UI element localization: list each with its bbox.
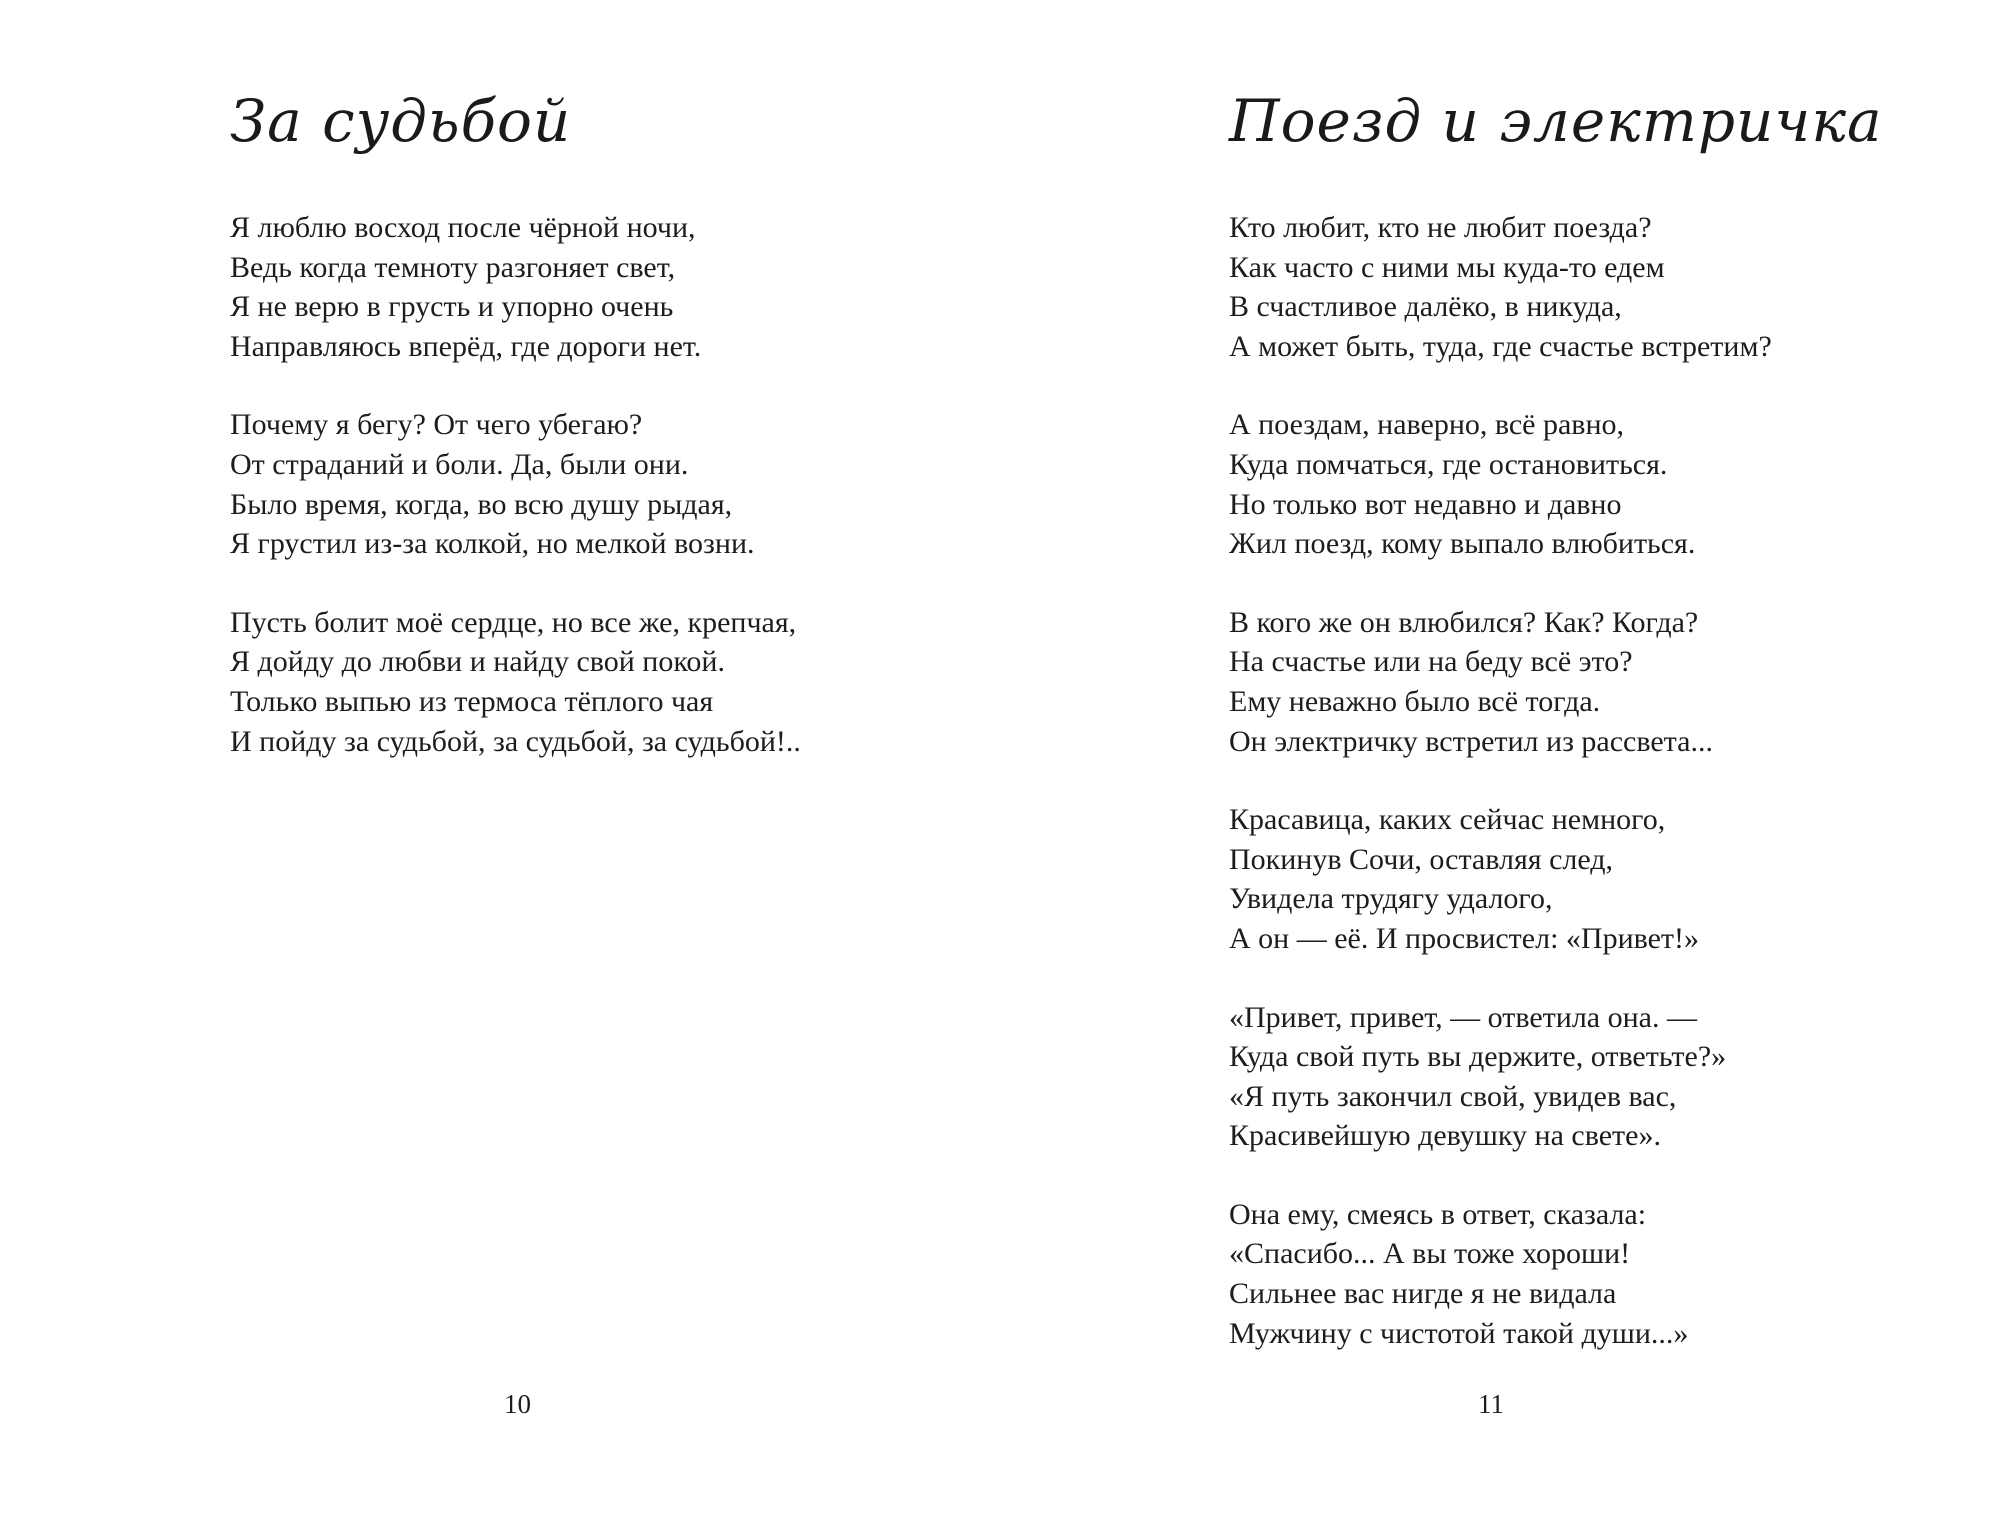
poem-line: А может быть, туда, где счастье встретим?: [1229, 329, 1772, 363]
stanza: [1229, 405, 1772, 563]
poem-line: Но только вот недавно и давно: [1229, 487, 1622, 521]
poem-line: Направляюсь вперёд, где дороги нет.: [230, 329, 702, 363]
stanza: [230, 208, 801, 366]
poem-line: В счастливое далёко, в никуда,: [1229, 290, 1622, 324]
poem-line: А поездам, наверно, всё равно,: [1229, 408, 1625, 442]
poem-line: Было время, когда, во всю душу рыдая,: [230, 487, 733, 521]
poem-line: Кто любит, кто не любит поезда?: [1229, 211, 1652, 244]
page-number: 11: [1478, 1389, 1504, 1419]
stanza: [230, 405, 801, 563]
poem-line: Ему неважно было всё тогда.: [1229, 684, 1601, 718]
poem-line: От страданий и боли. Да, были они.: [230, 447, 689, 481]
right-page: [1000, 0, 2000, 1515]
poem-line: «Спасибо... А вы тоже хороши!: [1229, 1237, 1631, 1271]
poem-line: И пойду за судьбой, за судьбой, за судьбой!..: [230, 724, 801, 758]
poem-line: В кого же он влюбился? Как? Когда?: [1229, 605, 1699, 639]
poem-body: [230, 208, 801, 800]
stanza: [1229, 208, 1772, 366]
poem-line: «Привет, привет, — ответила она. —: [1229, 1000, 1697, 1034]
poem-line: Почему я бегу? От чего убегаю?: [230, 408, 643, 442]
poem-line: Ведь когда темноту разгоняет свет,: [230, 250, 676, 284]
page-number: 10: [504, 1389, 531, 1419]
poem-line: Куда помчаться, где остановиться.: [1229, 447, 1668, 481]
poem-line: Покинув Сочи, оставляя след,: [1229, 842, 1614, 876]
stanza: [230, 603, 801, 761]
stanza: [1229, 1195, 1772, 1353]
poem-line: На счастье или на беду всё это?: [1229, 645, 1633, 679]
poem-line: Увидела трудягу удалого,: [1229, 882, 1553, 916]
stanza: [1229, 800, 1772, 958]
poem-line: Я не верю в грусть и упорно очень: [230, 290, 674, 324]
poem-line: Я грустил из-за колкой, но мелкой возни.: [230, 527, 755, 561]
poem-line: Красавица, каких сейчас немного,: [1229, 803, 1666, 837]
poem-line: Красивейшую девушку на свете».: [1229, 1119, 1661, 1153]
poem-line: Только выпью из термоса тёплого чая: [230, 684, 714, 718]
poem-line: Мужчину с чистотой такой души...»: [1229, 1316, 1689, 1350]
poem-line: Он электричку встретил из рассвета...: [1229, 724, 1713, 758]
stanza: [1229, 998, 1772, 1156]
poem-line: Пусть болит моё сердце, но все же, крепчая,: [230, 605, 797, 639]
poem-line: Я дойду до любви и найду свой покой.: [230, 645, 725, 679]
poem-body: [1229, 208, 1772, 1392]
poem-line: Сильнее вас нигде я не видала: [1229, 1277, 1617, 1311]
poem-line: Я люблю восход после чёрной ночи,: [230, 211, 696, 244]
stanza: [1229, 603, 1772, 761]
poem-line: Она ему, смеясь в ответ, сказала:: [1229, 1197, 1647, 1231]
poem-line: «Я путь закончил свой, увидев вас,: [1229, 1079, 1677, 1113]
poem-line: А он — её. И просвистел: «Привет!»: [1229, 921, 1700, 955]
poem-line: Куда свой путь вы держите, ответьте?»: [1229, 1040, 1727, 1074]
poem-line: Как часто с ними мы куда-то едем: [1229, 250, 1665, 284]
poem-title: За судьбой: [230, 87, 572, 155]
poem-line: Жил поезд, кому выпало влюбиться.: [1229, 527, 1696, 561]
poem-title: Поезд и электричка: [1229, 87, 1883, 155]
